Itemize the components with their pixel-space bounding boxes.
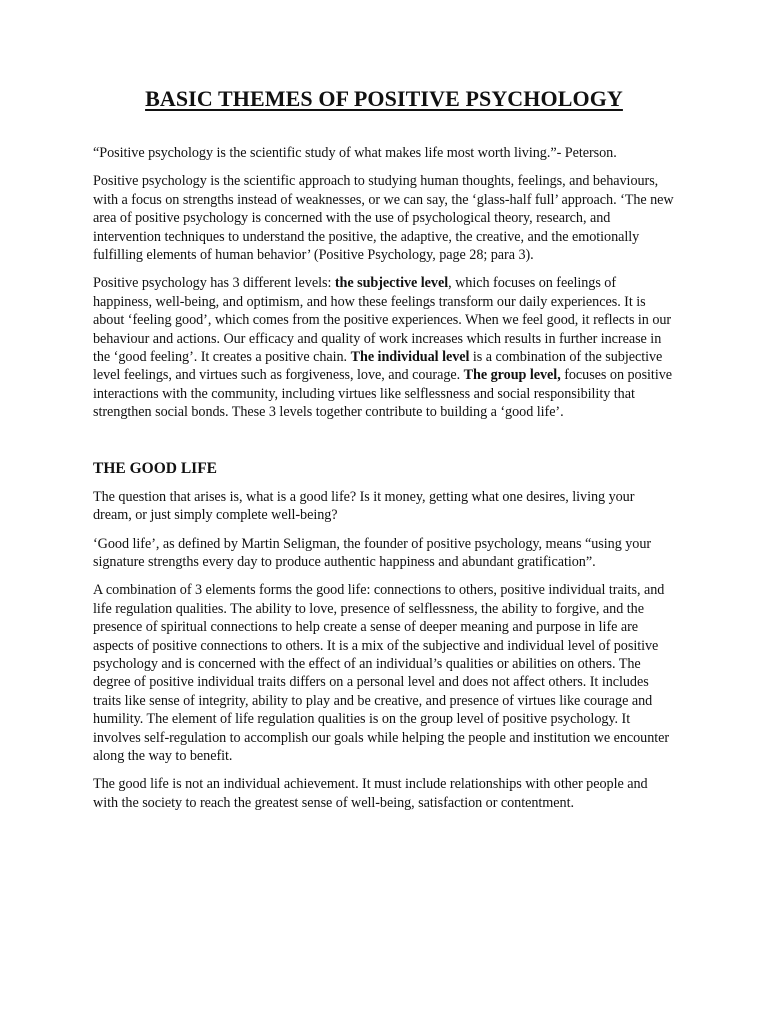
paragraph-elements: A combination of 3 elements forms the good life: connections to others, positive individual traits, and life regulation qualities. The ability to love, presence of selflessness, the ability to forgive, and the presence of spiritual connections to help create a sense of deeper meaning and purpose in life are aspects of positive connections to others. It is a mix of the subjective and individual level of positive psychology and is concerned with the effect of an individual’s qualities or abilities on others. The degree of positive individual traits differs on a personal level and does not affect others. It includes traits like sense of integrity, ability to play and be creative, and presence of virtues like courage and humility. The element of life regulation qualities is on the group level of positive psychology. It involves self-regulation to accomplish our goals while helping the people and institution we encounter along the way to benefit. (93, 582, 670, 764)
levels-text-1: Positive psychology has 3 different levels: (93, 275, 335, 292)
group-level-term: The group level, (463, 367, 561, 384)
section-heading-good-life: THE GOOD LIFE (93, 459, 218, 477)
document-title: BASIC THEMES OF POSITIVE PSYCHOLOGY (145, 86, 623, 111)
paragraph-conclusion: The good life is not an individual achievement. It must include relationships with other people and with the society to reach the greatest sense of well-being, satisfaction or contentment. (93, 776, 648, 811)
paragraph-levels (93, 274, 675, 421)
levels-text-2: , which focuses on feelings of happiness, well-being, and optimism, and how these feelings transform our daily experiences. It is about ‘feeling good’, which comes from the positive experiences. When we feel good, it reflects in our behaviour and actions. Our efficacy and quality of work increases which results in further increase in the ‘good feeling’. It creates a positive chain. (93, 275, 672, 366)
document-page (93, 86, 675, 822)
paragraph-question: The question that arises is, what is a good life? Is it money, getting what one desires, living your dream, or just simply complete well-being? (93, 488, 635, 524)
opening-quote: “Positive psychology is the scientific study of what makes life most worth living.”- Peterson. (93, 145, 617, 161)
subjective-level-term: the subjective level (334, 275, 449, 292)
levels-text-4: focuses on positive interactions with the community, including virtues like selflessness and social responsibility that strengthen social bonds. These 3 levels together contribute to building a ‘good life’. (93, 367, 673, 421)
paragraph-definition: Positive psychology is the scientific approach to studying human thoughts, feelings, and behaviours, with a focus on strengths instead of weaknesses, or we can say, the ‘glass-half full’ approach. ‘The new area of positive psychology is concerned with the use of psychological theory, research, and intervention techniques to understand the positive, the adaptive, the creative, and the emotionally fulfilling elements of human behavior’ (Positive Psychology, page 28; para 3). (93, 173, 674, 264)
individual-level-term: The individual level (350, 349, 470, 366)
paragraph-seligman: ‘Good life’, as defined by Martin Seligman, the founder of positive psychology, means “using your signature strengths every day to produce authentic happiness and abundant gratification”. (93, 535, 652, 570)
levels-text-3: is a combination of the subjective level feelings, and virtues such as forgiveness, love, and courage. (93, 349, 663, 384)
